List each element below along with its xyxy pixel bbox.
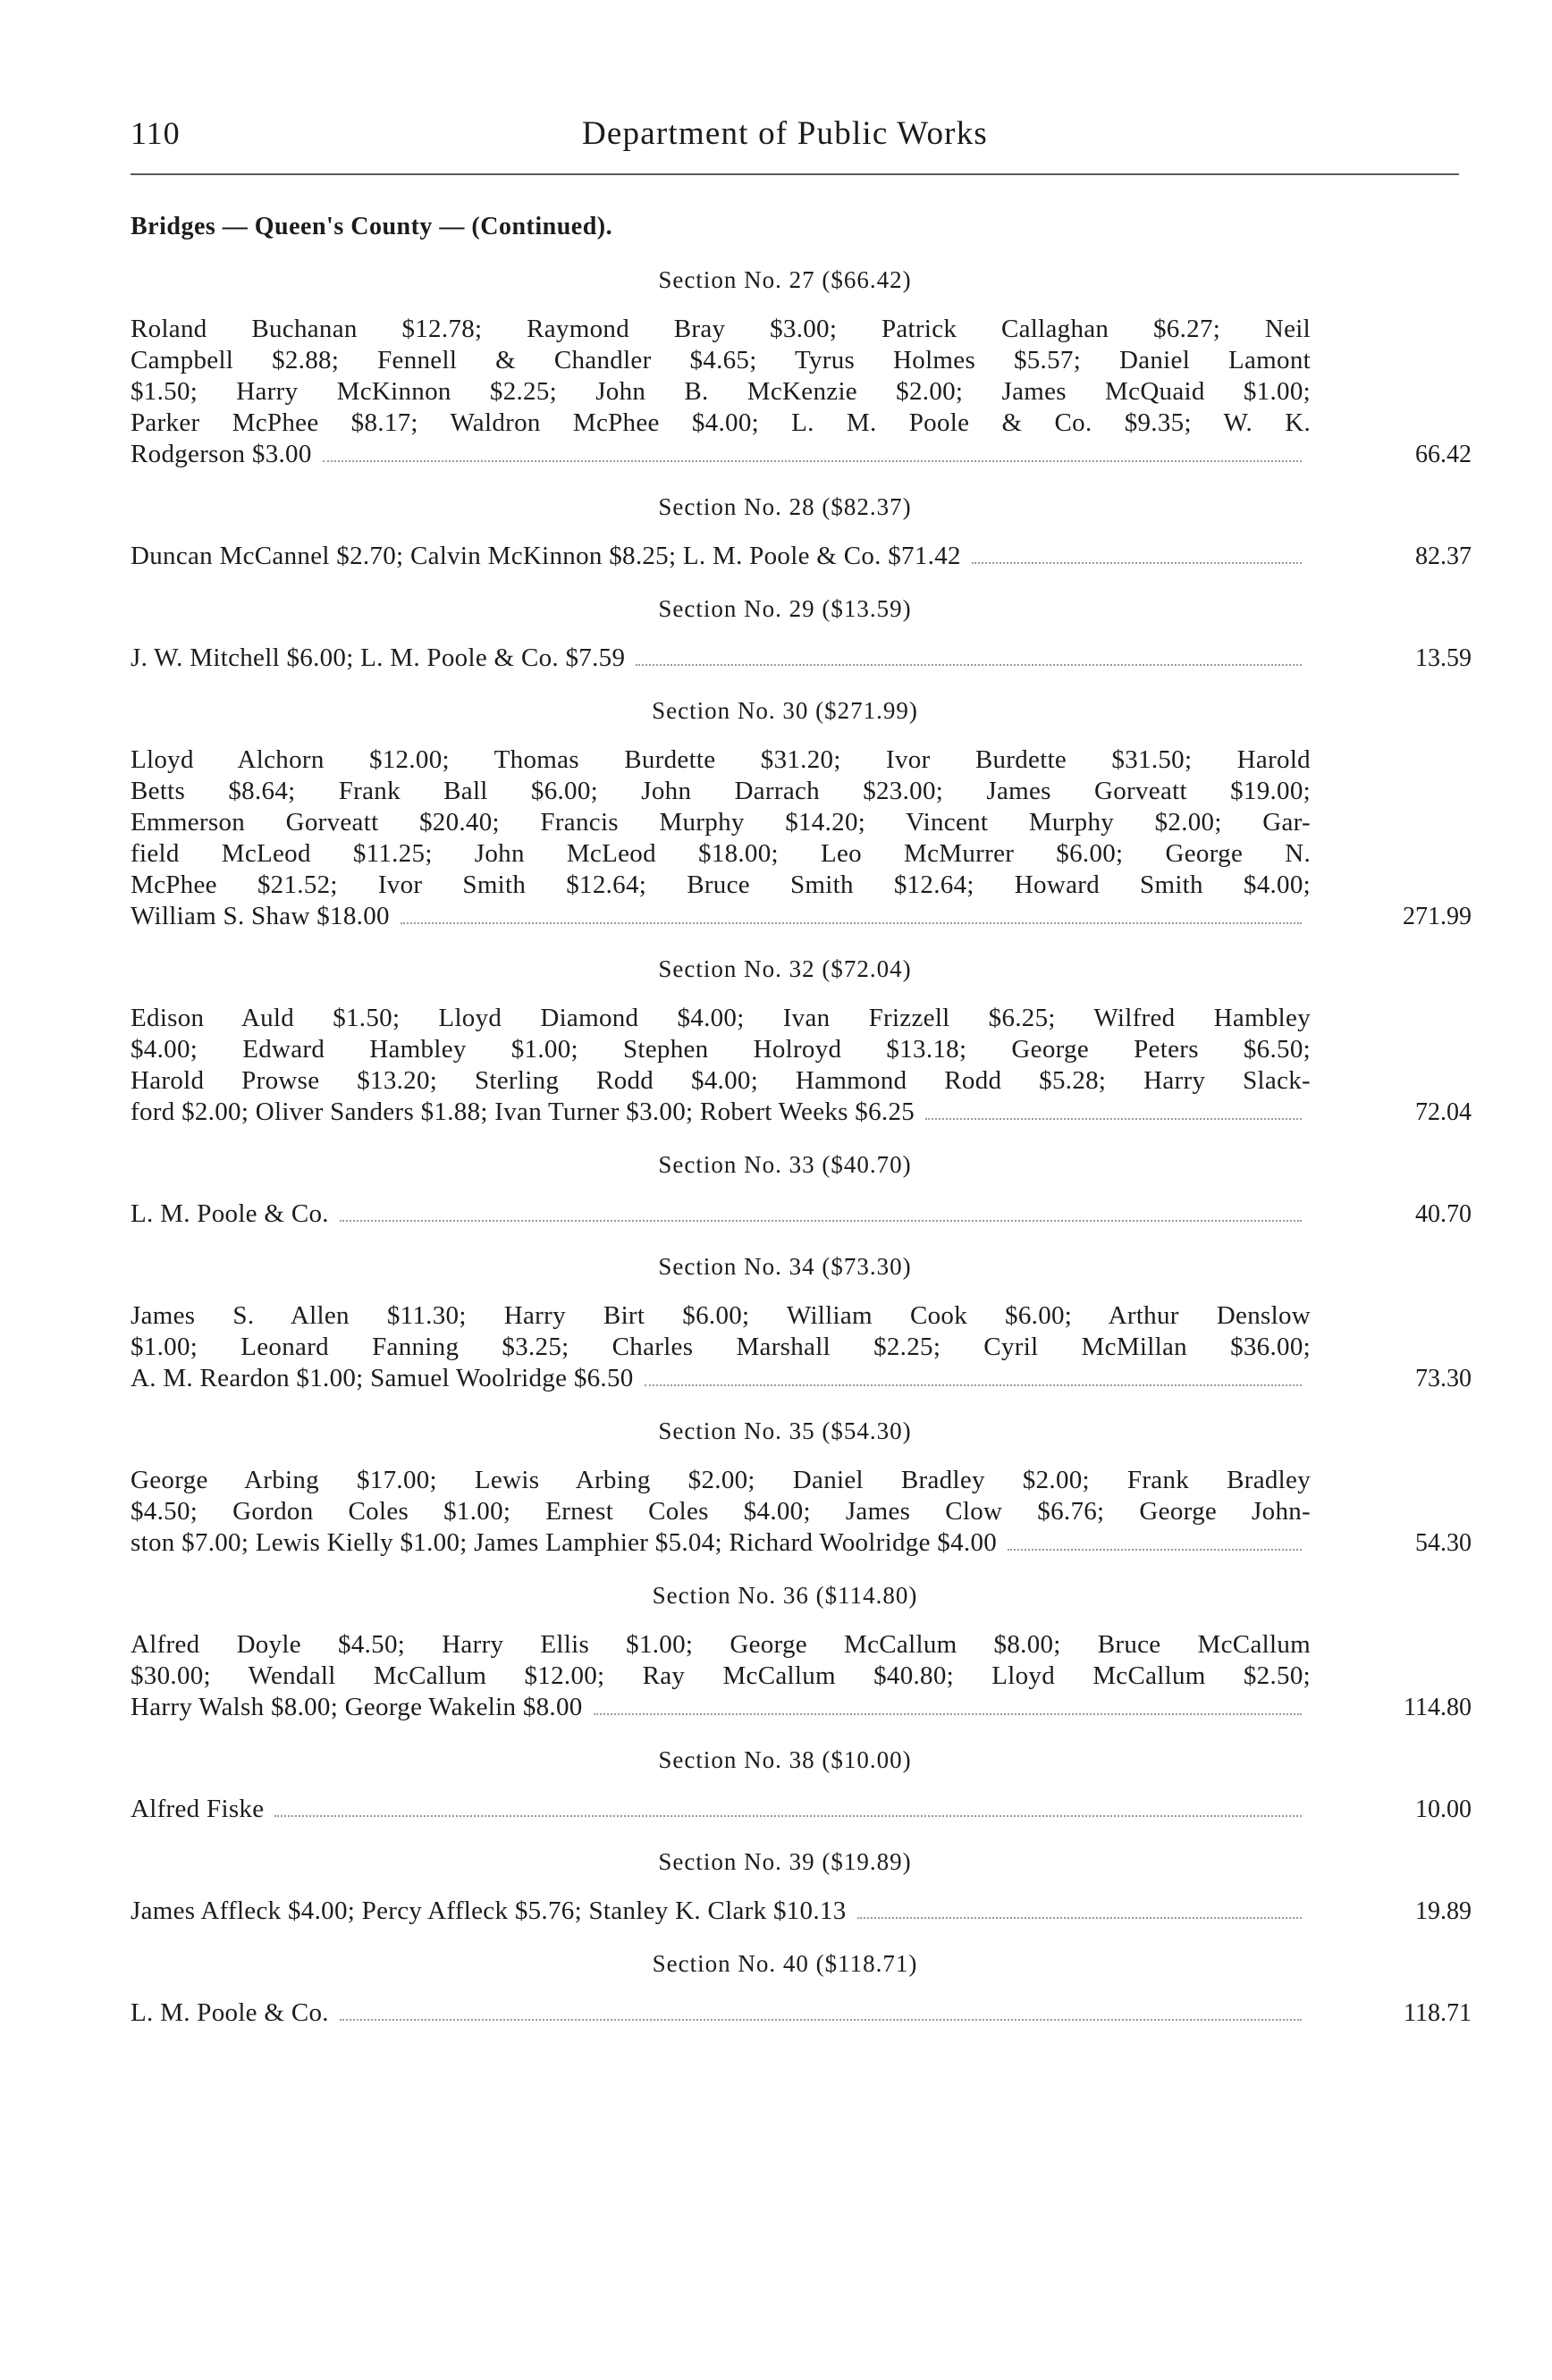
section-heading: Section No. 33 ($40.70) xyxy=(658,1151,912,1178)
entry-last-line xyxy=(131,1198,1311,1230)
entry-line: field McLeod $11.25; John McLeod $18.00; Leo McMurrer $6.00; George N. xyxy=(131,839,1311,868)
entry-last-line xyxy=(131,1896,1311,1927)
section-heading: Section No. 40 ($118.71) xyxy=(652,1950,918,1977)
entry-text xyxy=(131,1896,1311,1927)
section-entry xyxy=(131,1465,1472,1559)
entry-line: Alfred Doyle $4.50; Harry Ellis $1.00; George McCallum $8.00; Bruce McCallum xyxy=(131,1630,1311,1659)
entry-line: Roland Buchanan $12.78; Raymond Bray $3.00; Patrick Callaghan $6.27; Neil xyxy=(131,315,1311,343)
section-entry xyxy=(131,1629,1472,1723)
dot-leader xyxy=(323,460,1302,462)
section-block xyxy=(131,1417,1472,1559)
entry-line: Campbell $2.88; Fennell & Chandler $4.65; Tyrus Holmes $5.57; Daniel Lamont xyxy=(131,346,1311,374)
dot-leader xyxy=(594,1713,1302,1715)
entry-last-line xyxy=(131,439,1311,470)
entry-text xyxy=(131,541,1311,572)
entry-text xyxy=(131,1300,1311,1394)
section-total: 271.99 xyxy=(1403,903,1472,930)
entry-line: George Arbing $17.00; Lewis Arbing $2.00; Daniel Bradley $2.00; Frank Bradley xyxy=(131,1466,1311,1494)
section-entry xyxy=(131,1794,1472,1825)
dot-leader xyxy=(925,1118,1302,1120)
section-block xyxy=(131,1950,1472,2029)
section-total: 13.59 xyxy=(1415,644,1472,672)
section-entry xyxy=(131,541,1472,572)
entry-line: Betts $8.64; Frank Ball $6.00; John Darrach $23.00; James Gorveatt $19.00; xyxy=(131,777,1311,805)
section-block xyxy=(131,1253,1472,1394)
entry-line: McPhee $21.52; Ivor Smith $12.64; Bruce Smith $12.64; Howard Smith $4.00; xyxy=(131,870,1311,899)
section-block xyxy=(131,493,1472,572)
dot-leader xyxy=(972,562,1302,564)
dot-leader xyxy=(636,664,1302,666)
section-block xyxy=(131,266,1472,470)
section-heading: Section No. 35 ($54.30) xyxy=(658,1417,912,1444)
entry-last-line xyxy=(131,901,1311,932)
section-entry xyxy=(131,643,1472,674)
entry-last-line-text: Alfred Fiske xyxy=(131,1795,265,1823)
section-total: 10.00 xyxy=(1415,1796,1472,1823)
header-rule xyxy=(131,173,1459,175)
section-entry xyxy=(131,314,1472,470)
dot-leader xyxy=(340,1220,1302,1222)
entry-last-line-text: A. M. Reardon $1.00; Samuel Woolridge $6.50 xyxy=(131,1364,634,1392)
entry-text xyxy=(131,1997,1311,2029)
section-block xyxy=(131,955,1472,1128)
dot-leader xyxy=(274,1815,1302,1817)
section-block xyxy=(131,1582,1472,1723)
entry-last-line-text: L. M. Poole & Co. xyxy=(131,1998,329,2027)
entry-line: $4.50; Gordon Coles $1.00; Ernest Coles $4.00; James Clow $6.76; George John- xyxy=(131,1497,1311,1526)
entry-last-line xyxy=(131,541,1311,572)
entry-last-line-text: J. W. Mitchell $6.00; L. M. Poole & Co. $7.59 xyxy=(131,643,626,672)
entry-line: Harold Prowse $13.20; Sterling Rodd $4.00; Hammond Rodd $5.28; Harry Slack- xyxy=(131,1066,1311,1095)
entry-last-line-text: L. M. Poole & Co. xyxy=(131,1199,329,1228)
entry-last-line xyxy=(131,1692,1311,1723)
dot-leader xyxy=(401,922,1302,924)
document-page xyxy=(131,114,1472,2027)
running-head-title: Department of Public Works xyxy=(582,115,988,152)
section-block xyxy=(131,697,1472,932)
section-heading: Section No. 27 ($66.42) xyxy=(658,266,912,293)
entry-line: $1.00; Leonard Fanning $3.25; Charles Marshall $2.25; Cyril McMillan $36.00; xyxy=(131,1333,1311,1361)
entry-last-line xyxy=(131,1097,1311,1128)
entry-line: Lloyd Alchorn $12.00; Thomas Burdette $31.20; Ivor Burdette $31.50; Harold xyxy=(131,745,1311,774)
entry-text xyxy=(131,1198,1311,1230)
entry-line: $1.50; Harry McKinnon $2.25; John B. McKenzie $2.00; James McQuaid $1.00; xyxy=(131,377,1311,406)
section-heading: Section No. 34 ($73.30) xyxy=(658,1253,912,1280)
section-heading: Section No. 29 ($13.59) xyxy=(658,595,912,622)
section-entry xyxy=(131,1300,1472,1394)
section-heading: Section No. 30 ($271.99) xyxy=(652,697,918,724)
section-entry xyxy=(131,1003,1472,1128)
entry-text xyxy=(131,643,1311,674)
section-heading: Section No. 28 ($82.37) xyxy=(658,493,912,520)
section-heading: Section No. 38 ($10.00) xyxy=(658,1746,912,1773)
dot-leader xyxy=(645,1384,1302,1386)
continued-heading: Bridges — Queen's County — (Continued). xyxy=(131,213,613,240)
section-total: 66.42 xyxy=(1415,441,1472,468)
section-total: 73.30 xyxy=(1415,1365,1472,1392)
section-entry xyxy=(131,1198,1472,1230)
entry-last-line-text: William S. Shaw $18.00 xyxy=(131,902,390,930)
section-total: 82.37 xyxy=(1415,542,1472,570)
section-heading: Section No. 36 ($114.80) xyxy=(652,1582,918,1609)
section-heading: Section No. 39 ($19.89) xyxy=(658,1848,912,1875)
entry-last-line xyxy=(131,643,1311,674)
entry-line: Emmerson Gorveatt $20.40; Francis Murphy $14.20; Vincent Murphy $2.00; Gar- xyxy=(131,808,1311,837)
section-block xyxy=(131,1848,1472,1927)
entry-last-line-text: Rodgerson $3.00 xyxy=(131,440,312,468)
section-entry xyxy=(131,744,1472,932)
section-entry xyxy=(131,1896,1472,1927)
entry-last-line xyxy=(131,1997,1311,2029)
entry-line: Parker McPhee $8.17; Waldron McPhee $4.00; L. M. Poole & Co. $9.35; W. K. xyxy=(131,408,1311,437)
entry-last-line xyxy=(131,1527,1311,1559)
sections-list xyxy=(131,266,1472,2052)
entry-text xyxy=(131,1629,1311,1723)
entry-last-line-text: ford $2.00; Oliver Sanders $1.88; Ivan Turner $3.00; Robert Weeks $6.25 xyxy=(131,1097,915,1126)
section-entry xyxy=(131,1997,1472,2029)
entry-line: $30.00; Wendall McCallum $12.00; Ray McCallum $40.80; Lloyd McCallum $2.50; xyxy=(131,1661,1311,1690)
entry-line: James S. Allen $11.30; Harry Birt $6.00; William Cook $6.00; Arthur Denslow xyxy=(131,1301,1311,1330)
entry-text xyxy=(131,314,1311,470)
entry-text xyxy=(131,1003,1311,1128)
section-total: 40.70 xyxy=(1415,1200,1472,1228)
section-total: 54.30 xyxy=(1415,1529,1472,1557)
entry-text xyxy=(131,1465,1311,1559)
dot-leader xyxy=(1008,1549,1302,1551)
section-total: 118.71 xyxy=(1404,1999,1472,2027)
entry-last-line xyxy=(131,1794,1311,1825)
section-total: 19.89 xyxy=(1415,1897,1472,1925)
entry-last-line-text: Harry Walsh $8.00; George Wakelin $8.00 xyxy=(131,1693,583,1721)
entry-last-line xyxy=(131,1363,1311,1394)
entry-line: $4.00; Edward Hambley $1.00; Stephen Holroyd $13.18; George Peters $6.50; xyxy=(131,1035,1311,1064)
section-block xyxy=(131,595,1472,674)
entry-text xyxy=(131,744,1311,932)
dot-leader xyxy=(857,1917,1303,1919)
entry-last-line-text: James Affleck $4.00; Percy Affleck $5.76; Stanley K. Clark $10.13 xyxy=(131,1896,847,1925)
page-number: 110 xyxy=(131,115,181,151)
section-total: 114.80 xyxy=(1404,1694,1472,1721)
entry-last-line-text: Duncan McCannel $2.70; Calvin McKinnon $8.25; L. M. Poole & Co. $71.42 xyxy=(131,542,961,570)
page-header xyxy=(131,114,1472,164)
entry-text xyxy=(131,1794,1311,1825)
dot-leader xyxy=(340,2019,1302,2021)
section-block xyxy=(131,1746,1472,1825)
section-block xyxy=(131,1151,1472,1230)
entry-line: Edison Auld $1.50; Lloyd Diamond $4.00; Ivan Frizzell $6.25; Wilfred Hambley xyxy=(131,1004,1311,1032)
section-total: 72.04 xyxy=(1415,1098,1472,1126)
entry-last-line-text: ston $7.00; Lewis Kielly $1.00; James Lamphier $5.04; Richard Woolridge $4.00 xyxy=(131,1528,998,1557)
section-heading: Section No. 32 ($72.04) xyxy=(658,955,912,982)
